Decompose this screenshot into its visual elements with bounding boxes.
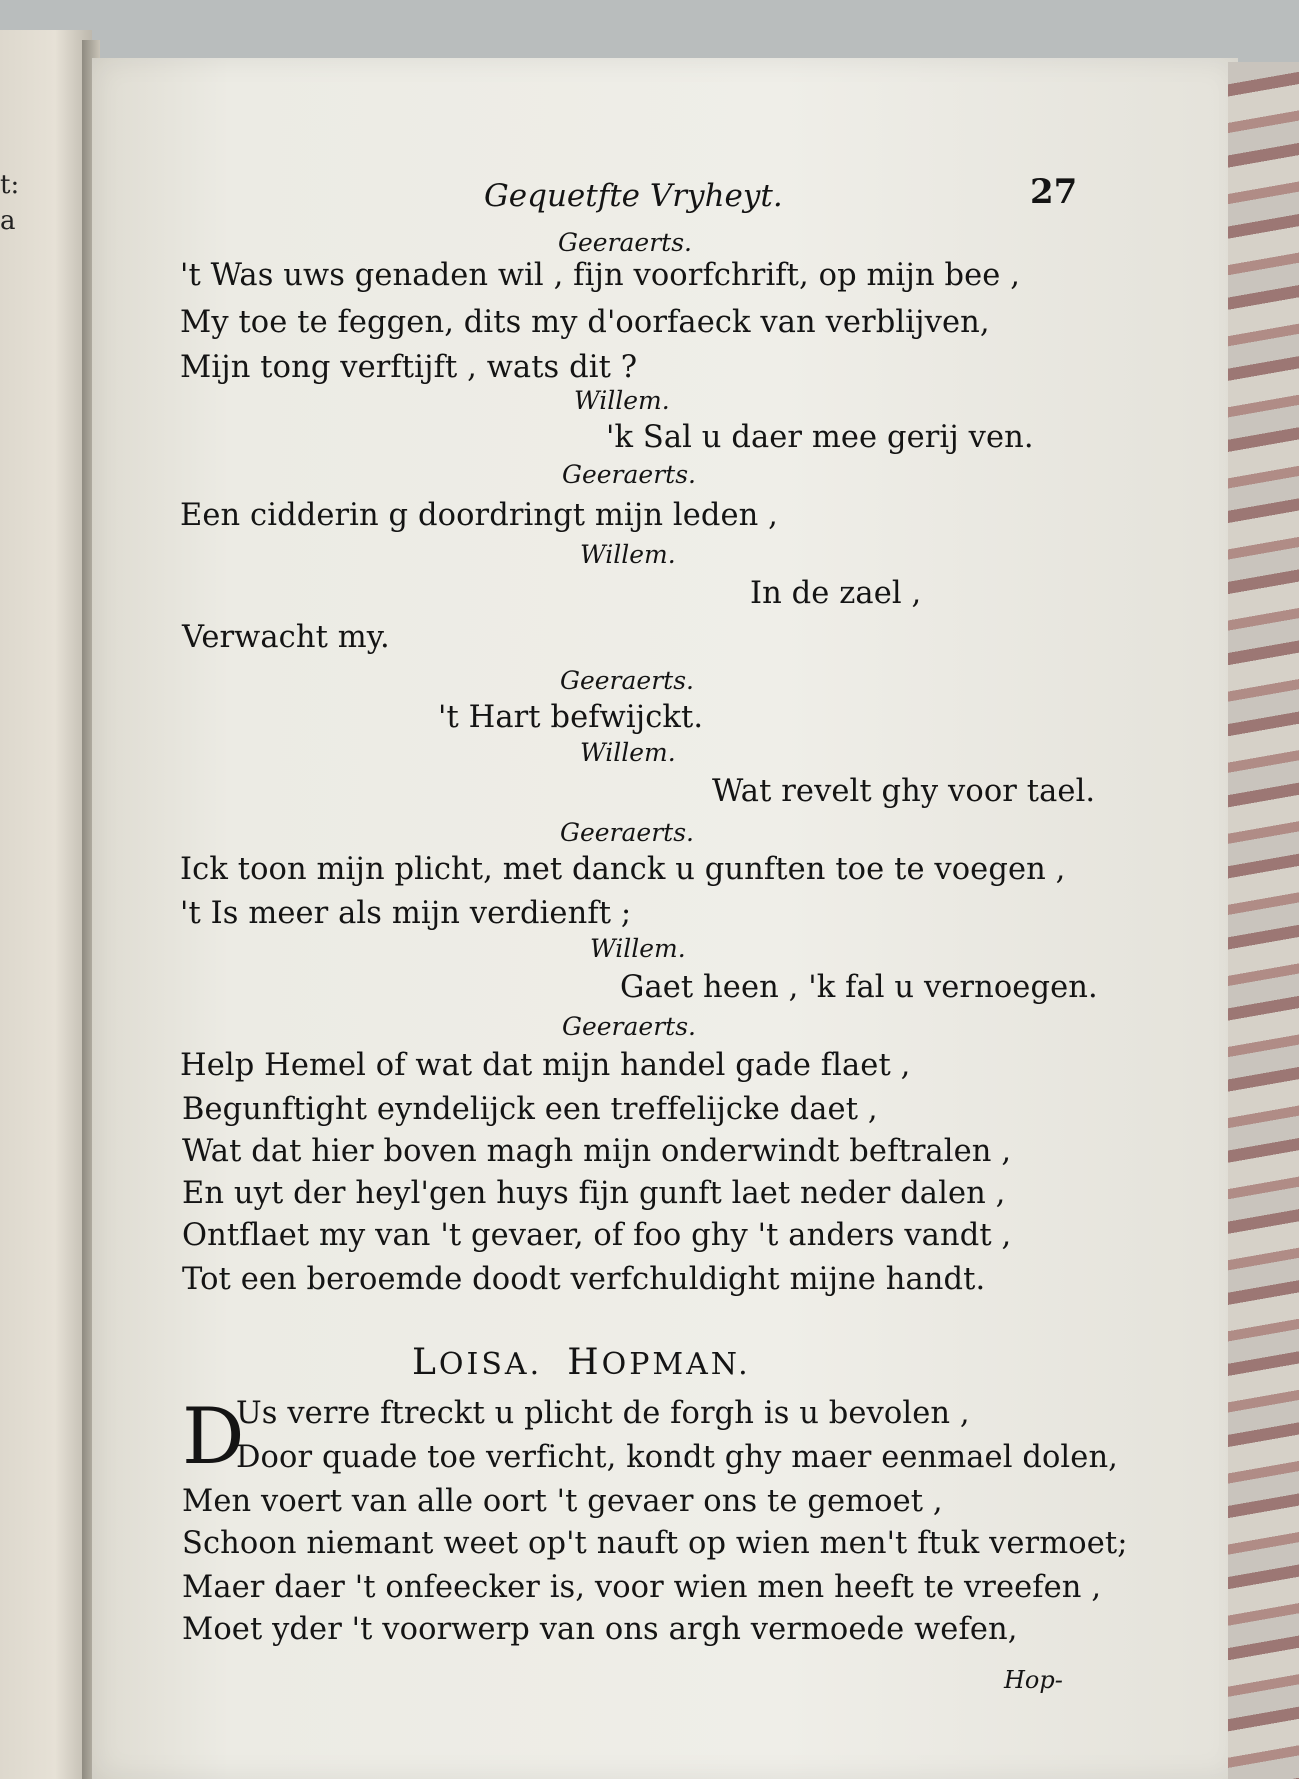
verse-line: Wat revelt ghy voor tael. (712, 774, 1096, 809)
speaker-label: Willem. (590, 934, 686, 963)
left-edge-mark: t: (0, 170, 20, 200)
drop-cap: D (182, 1392, 245, 1482)
running-title: Gequetfte Vryheyt. (484, 178, 783, 214)
verse-line: Ick toon mijn plicht, met danck u gunften toe te voegen , (180, 852, 1066, 887)
verse-line: 't Was uws genaden wil , fijn voorfchrift, op mijn bee , (180, 258, 1021, 293)
verse-line: Mijn tong verftijft , wats dit ? (180, 350, 638, 385)
verse-line: Verwacht my. (182, 620, 390, 655)
speaker-label: Geeraerts. (562, 1012, 696, 1041)
scene-heading-part: OISA. (438, 1347, 543, 1382)
scene-heading-part: OPMAN. (601, 1347, 751, 1382)
verse-line: Tot een beroemde doodt verfchuldight mijne handt. (182, 1262, 986, 1297)
left-page-edge (0, 30, 92, 1779)
verse-line: Door quade toe verficht, kondt ghy maer eenmael dolen, (236, 1440, 1118, 1475)
scene-heading-initial: H (567, 1342, 602, 1383)
verse-line: In de zael , (750, 576, 922, 611)
verse-line: 't Is meer als mijn verdienft ; (180, 896, 632, 931)
verse-line: 'k Sal u daer mee gerij ven. (606, 420, 1034, 455)
left-edge-mark: a (0, 206, 16, 236)
speaker-label: Geeraerts. (560, 666, 694, 695)
verse-line: 't Hart befwijckt. (438, 700, 704, 735)
verse-line: Maer daer 't onfeecker is, voor wien men heeft te vreefen , (182, 1570, 1102, 1605)
speaker-label: Geeraerts. (562, 460, 696, 489)
marbled-cover-edge (1228, 62, 1299, 1779)
speaker-label: Geeraerts. (560, 818, 694, 847)
scene-heading (412, 1342, 751, 1383)
verse-line: Help Hemel of wat dat mijn handel gade flaet , (180, 1048, 911, 1083)
page-number: 27 (1030, 172, 1078, 212)
verse-line: Ontflaet my van 't gevaer, of foo ghy 't anders vandt , (182, 1218, 1012, 1253)
speaker-label: Willem. (580, 738, 676, 767)
speaker-label: Willem. (574, 386, 670, 415)
verse-line: Moet yder 't voorwerp van ons argh vermoede wefen, (182, 1612, 1018, 1647)
verse-line: Men voert van alle oort 't gevaer ons te gemoet , (182, 1484, 943, 1519)
verse-line: Us verre ftreckt u plicht de forgh is u bevolen , (236, 1396, 970, 1431)
verse-line: Schoon niemant weet op't nauft op wien men't ftuk vermoet; (182, 1526, 1128, 1561)
catchword: Hop- (1004, 1666, 1063, 1694)
verse-line: Een cidderin g doordringt mijn leden , (180, 498, 778, 533)
speaker-label: Willem. (580, 540, 676, 569)
scene-heading-initial: L (412, 1342, 439, 1383)
verse-line: Gaet heen , 'k fal u vernoegen. (620, 970, 1098, 1005)
verse-line: My toe te feggen, dits my d'oorfaeck van verblijven, (180, 305, 990, 340)
verse-line: Wat dat hier boven magh mijn onderwindt beftralen , (182, 1134, 1012, 1169)
speaker-label: Geeraerts. (558, 228, 692, 257)
verse-line: Begunftight eyndelijck een treffelijcke daet , (182, 1092, 878, 1127)
verse-line: En uyt der heyl'gen huys fijn gunft laet neder dalen , (182, 1176, 1006, 1211)
